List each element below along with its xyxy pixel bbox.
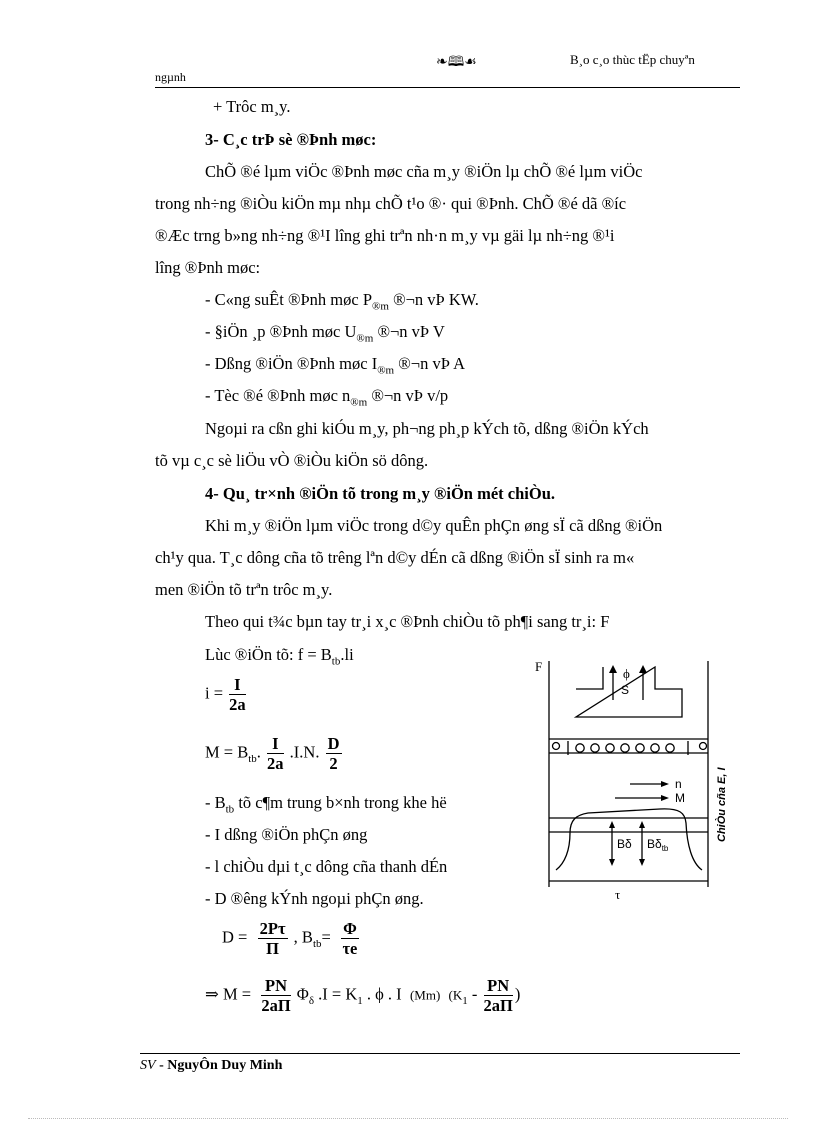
label-phi: ϕ [623,666,630,681]
equation-M: $M = B_{tb}$. $\frac{I}{2a}$ .I.N. $\frac{D}{2}$ [205,734,340,774]
para3-line1: Khi m¸y ®iÖn lµm viÖc trong d©y quÊn phÇn øng sÏ cã dßng ®iÖn [205,516,663,535]
header-title-continued: ngµnh [155,70,186,84]
footer-author: SV - NguyÔn Duy Minh [140,1058,283,1073]
para3-line2: ch¹y qua. T¸c dông cña tõ trêng lªn d©y dÉn cã dßng ®iÖn sÏ sinh ra m« [155,548,635,567]
bullet-cong-suat: - C«ng suÊt ®Þnh møc $P_{®m}$ ®¬n vÞ KW. [205,290,479,313]
label-tau: τ [615,887,621,902]
def-Btb: - $B_{tb}$ tõ c¶m trung b×nh trong khe hë [205,793,447,816]
label-side-direction: ChiÒu cña E, I [716,767,728,842]
line-truc-may: + Trôc m¸y. [213,97,291,116]
para1-line4: lîng ®Þnh møc: [155,258,261,277]
para3-line3: men ®iÖn tõ trªn trôc m¸y. [155,580,333,599]
label-B-delta: Bδ [617,837,632,851]
bullet-dien-ap: - §iÖn ¸p ®Þnh møc $U_{®m}$ ®¬n vÞ V [205,322,445,345]
para5-luc-dien-tu: Lùc ®iÖn tõ: $f = B_{tb}.li$ [205,645,354,668]
para1-line3: ®Æc trng b»ng nh÷ng ®¹I lîng ghi trªn nh·n m¸y vµ gäi lµ nh÷ng ®¹i [155,226,615,245]
label-F: F [535,659,543,674]
def-D: - D ®êng kÝnh ngoµi phÇn øng. [205,889,424,908]
bullet-dong-dien: - Dßng ®iÖn ®Þnh møc $I_{®m}$ ®¬n vÞ A [205,354,466,377]
machine-diagram [520,655,728,905]
label-S: S [621,683,630,697]
para1-line1: ChÕ ®é lµm viÖc ®Þnh møc cña m¸y ®iÖn lµ chÕ ®é lµm viÖc [205,162,643,181]
header-rule [155,87,740,88]
def-I: - I dßng ®iÖn phÇn øng [205,825,368,844]
para1-line2: trong nh÷ng ®iÒu kiÖn mµ nhµ chÕ t¹o ®· qui ®Þnh. ChÕ ®é dã ®íc [155,194,627,213]
heading-4: 4- Qu¸ tr×nh ®iÖn tõ trong m¸y ®iÖn mét chiÒu. [205,484,556,503]
para2-line2: tõ vµ c¸c sè liÖu vÒ ®iÒu kiÖn sö dông. [155,451,429,470]
equation-D-Btb: D = $\frac{2P\tau}{\Pi}$ , $B_{tb}=$ $\frac{\Phi}{\tau e}$ [222,919,358,959]
label-M: M [675,791,685,805]
header-title: B¸o c¸o thùc tËp chuyªn [570,52,695,67]
para4: Theo qui t¾c bµn tay tr¸i x¸c ®Þnh chiÒu tõ ph¶i sang tr¸i: F [205,612,610,631]
equation-i: i = $\frac{I}{2a}$ [205,675,246,715]
bullet-toc-do: - Tèc ®é ®Þnh møc $n_{®m}$ ®¬n vÞ v/p [205,386,449,409]
equation-final: ⇒ M = $\frac{PN}{2a\Pi}$ $\Phi_\delta$ $.I = K_1$ . ϕ . I (Mm) ($K_1$ - $\frac{PN}{2a\Pi}$ ) [205,976,521,1016]
para2-line1: Ngoµi ra cßn ghi kiÓu m¸y, ph¬ng ph¸p kÝch tõ, dßng ®iÖn kÝch [205,419,649,438]
def-l: - l chiÒu dµi t¸c dông cña thanh dÉn [205,857,448,876]
header-ornament: ❧🕮☙ [436,55,477,70]
label-B-delta-tb: $B\delta_{tb}$ [647,837,669,853]
heading-3: 3- C¸c trÞ sè ®Þnh møc: [205,130,377,149]
label-n: n [675,777,682,791]
footer-rule [140,1053,740,1054]
page-bottom-dotted-line [28,1118,788,1119]
